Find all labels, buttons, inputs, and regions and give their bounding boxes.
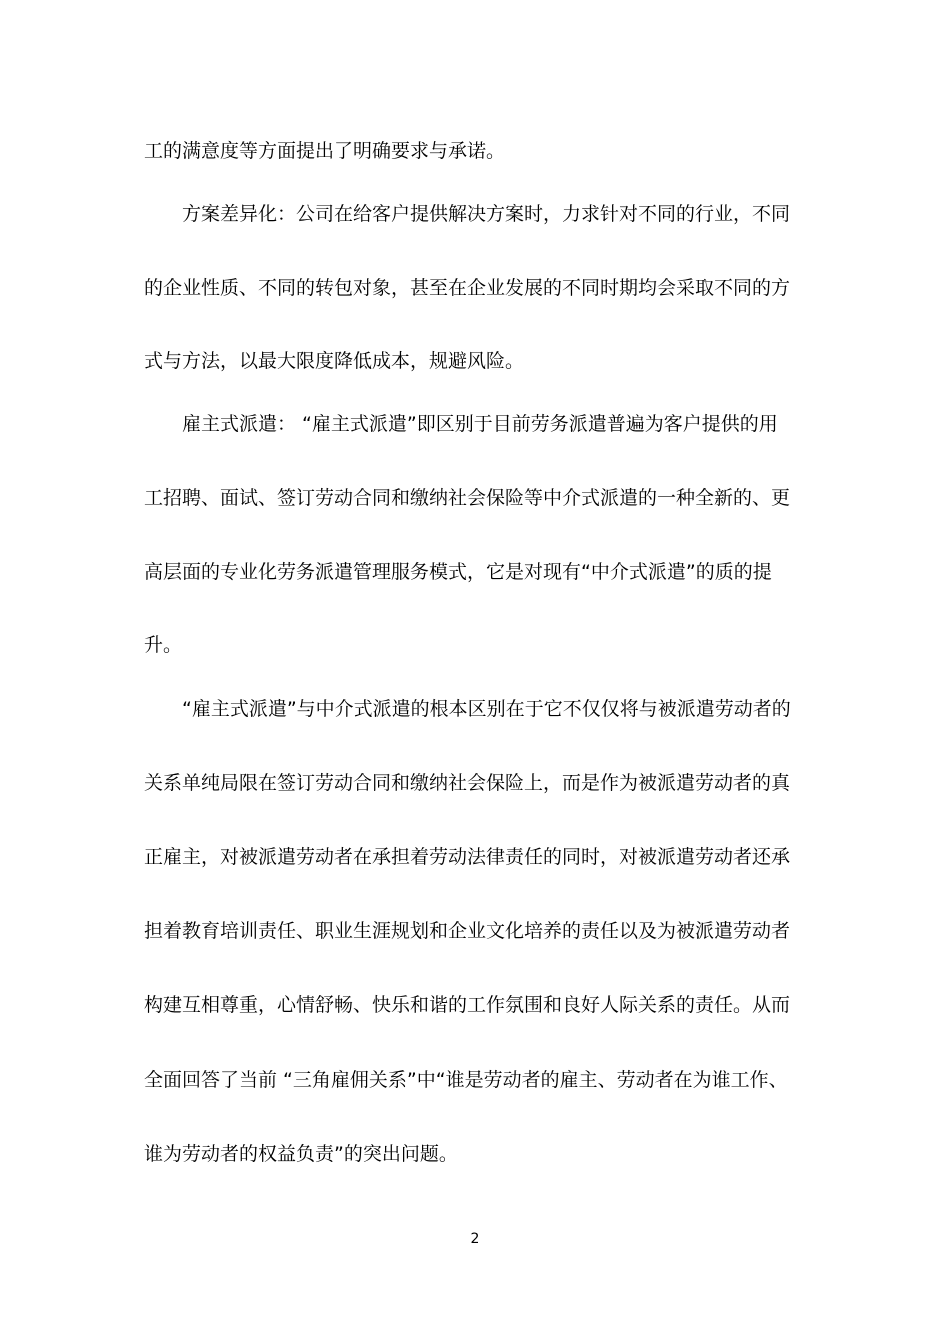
- paragraph-4-line-7: 谁为劳动者的权益负责”的突出问题。: [144, 1143, 458, 1165]
- page-number: 2: [470, 1231, 480, 1247]
- paragraph-3-line-4: 升。: [144, 634, 183, 656]
- paragraph-3-line-2: 工招聘、面试、签订劳动合同和缴纳社会保险等中介式派遣的一种全新的、更: [144, 487, 791, 509]
- paragraph-4-line-5: 构建互相尊重，心情舒畅、快乐和谐的工作氛围和良好人际关系的责任。从而: [144, 994, 791, 1016]
- paragraph-4-line-3: 正雇主，对被派遣劳动者在承担着劳动法律责任的同时，对被派遣劳动者还承: [144, 846, 791, 868]
- paragraph-4-line-2: 关系单纯局限在签订劳动合同和缴纳社会保险上，而是作为被派遣劳动者的真: [144, 772, 791, 794]
- paragraph-2-line-2: 的企业性质、不同的转包对象，甚至在企业发展的不同时期均会采取不同的方: [144, 277, 791, 299]
- paragraph-3-line-3: 高层面的专业化劳务派遣管理服务模式，它是对现有“中介式派遣”的质的提: [144, 561, 772, 583]
- paragraph-4-line-4: 担着教育培训责任、职业生涯规划和企业文化培养的责任以及为被派遣劳动者: [144, 920, 791, 942]
- paragraph-4-line-1: “雇主式派遣”与中介式派遣的根本区别在于它不仅仅将与被派遣劳动者的: [182, 698, 791, 720]
- paragraph-1-line-1: 工的满意度等方面提出了明确要求与承诺。: [144, 140, 506, 162]
- paragraph-3-line-1: 雇主式派遣： “雇主式派遣”即区别于目前劳务派遣普遍为客户提供的用: [182, 413, 778, 435]
- paragraph-4-line-6: 全面回答了当前 “三角雇佣关系”中“谁是劳动者的雇主、劳动者在为谁工作、: [144, 1069, 788, 1091]
- paragraph-2-line-3: 式与方法，以最大限度降低成本，规避风险。: [144, 350, 525, 372]
- paragraph-2-line-1: 方案差异化：公司在给客户提供解决方案时，力求针对不同的行业，不同: [182, 203, 791, 225]
